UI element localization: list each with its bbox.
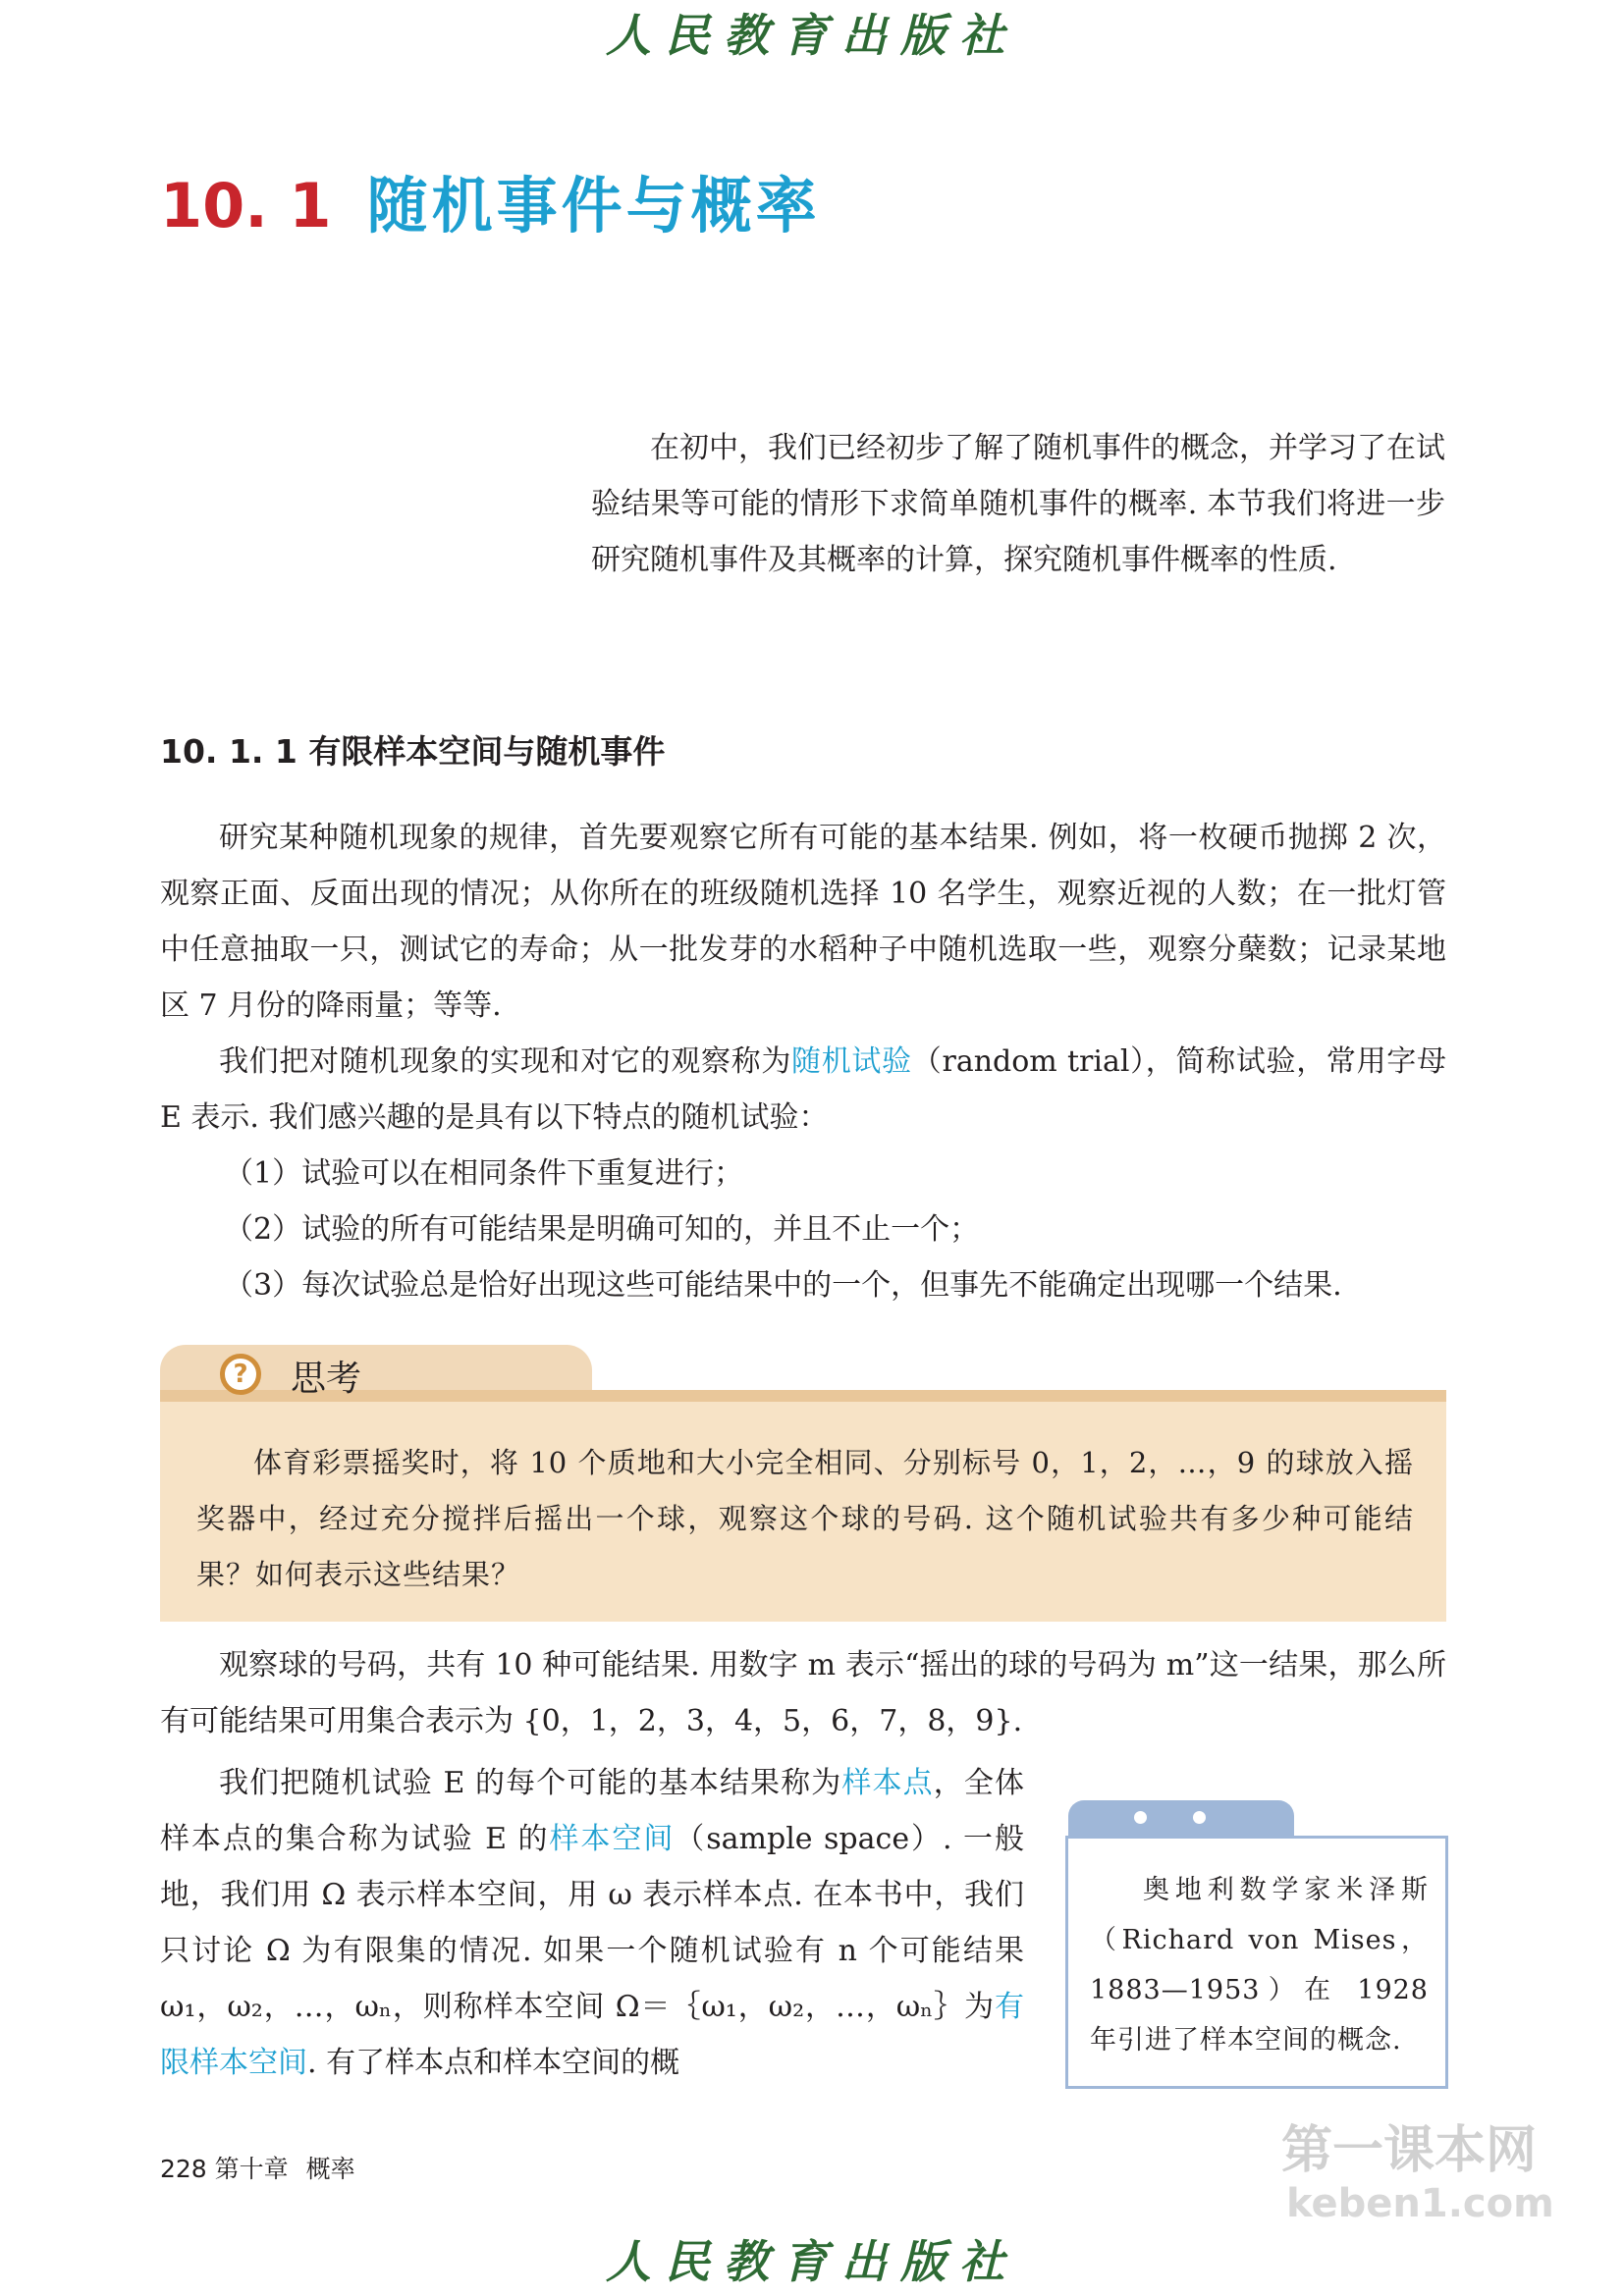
side-note-tab — [1068, 1800, 1294, 1836]
term-finite-sample-space: 有限样本空间 — [160, 1990, 1024, 2080]
chapter-number: 10. 1 — [160, 170, 332, 241]
page-footer — [160, 2150, 355, 2185]
question-icon: ? — [220, 1354, 261, 1395]
term-sample-point: 样本点 — [841, 1766, 934, 1800]
publisher-footer: 人民教育出版社 — [606, 2235, 1018, 2288]
footer-chapter-title: 概率 — [305, 2155, 355, 2183]
paragraph-sample-space: 我们把随机试验 E 的每个可能的基本结果称为样本点，全体样本点的集合称为试验 E 的样本空间（sample space）. 一般地，我们用 Ω 表示样本空间，用 ω 表示样本点. 在本书中，我们只讨论 Ω 为有限集的情况. 如果一个随机试验有 n 个可能结果 ω₁，ω₂，…，ωₙ，则称样本空间 Ω＝｛ω₁，ω₂，…，ωₙ｝为有限样本空间. 有了样本点和样本空间的概 — [160, 1766, 1025, 2080]
paragraph-ball-numbers: 观察球的号码，共有 10 种可能结果. 用数字 m 表示“摇出的球的号码为 m”这一结果，那么所有可能结果可用集合表示为 {0，1，2，3，4，5，6，7，8，9}. — [160, 1648, 1446, 1738]
side-note-dot — [1134, 1811, 1147, 1824]
section-title: 10. 1. 1 有限样本空间与随机事件 — [160, 732, 666, 771]
think-text: 体育彩票摇奖时，将 10 个质地和大小完全相同、分别标号 0，1，2，…，9 的球放入摇奖器中，经过充分搅拌后摇出一个球，观察这个球的号码. 这个随机试验共有多少种可能结果？如何表示这些结果？ — [196, 1446, 1414, 1591]
paragraph-random-trial: 我们把对随机现象的实现和对它的观察称为随机试验（random trial），简称试验，常用字母 E 表示. 我们感兴趣的是具有以下特点的随机试验： — [160, 1044, 1446, 1135]
chapter-title — [160, 157, 821, 244]
term-random-trial: 随机试验 — [791, 1044, 912, 1079]
watermark-url: keben1.com — [1286, 2181, 1554, 2226]
footer-chapter: 第十章 — [214, 2155, 289, 2183]
side-note-dot — [1193, 1811, 1206, 1824]
publisher-header: 人民教育出版社 — [606, 9, 1018, 62]
list-item: （2）试验的所有可能结果是明确可知的，并且不止一个； — [224, 1212, 980, 1247]
intro-paragraph: 在初中，我们已经初步了解了随机事件的概念，并学习了在试验结果等可能的情形下求简单随机事件的概率. 本节我们将进一步研究随机事件及其概率的计算，探究随机事件概率的性质. — [591, 431, 1445, 577]
list-item: （1）试验可以在相同条件下重复进行； — [224, 1156, 744, 1191]
term-sample-space: 样本空间 — [549, 1822, 676, 1856]
list-item: （3）每次试验总是恰好出现这些可能结果中的一个，但事先不能确定出现哪一个结果. — [224, 1268, 1342, 1303]
paragraph-random-phenomena: 研究某种随机现象的规律，首先要观察它所有可能的基本结果. 例如，将一枚硬币抛掷 2 次，观察正面、反面出现的情况；从你所在的班级随机选择 10 名学生，观察近视的人数；在一批灯管中任意抽取一只，测试它的寿命；从一批发芽的水稻种子中随机选取一些，观察分蘖数；记录某地区 7 月份的降雨量；等等. — [160, 821, 1446, 1023]
side-note-text: 奥地利数学家米泽斯（Richard von Mises，1883—1953）在 1928 年引进了样本空间的概念. — [1090, 1875, 1429, 2056]
watermark-title: 第一课本网 — [1281, 2121, 1538, 2180]
chapter-title-text: 随机事件与概率 — [366, 170, 821, 241]
page-number: 228 — [160, 2155, 207, 2183]
think-label: 思考 — [291, 1359, 362, 1399]
